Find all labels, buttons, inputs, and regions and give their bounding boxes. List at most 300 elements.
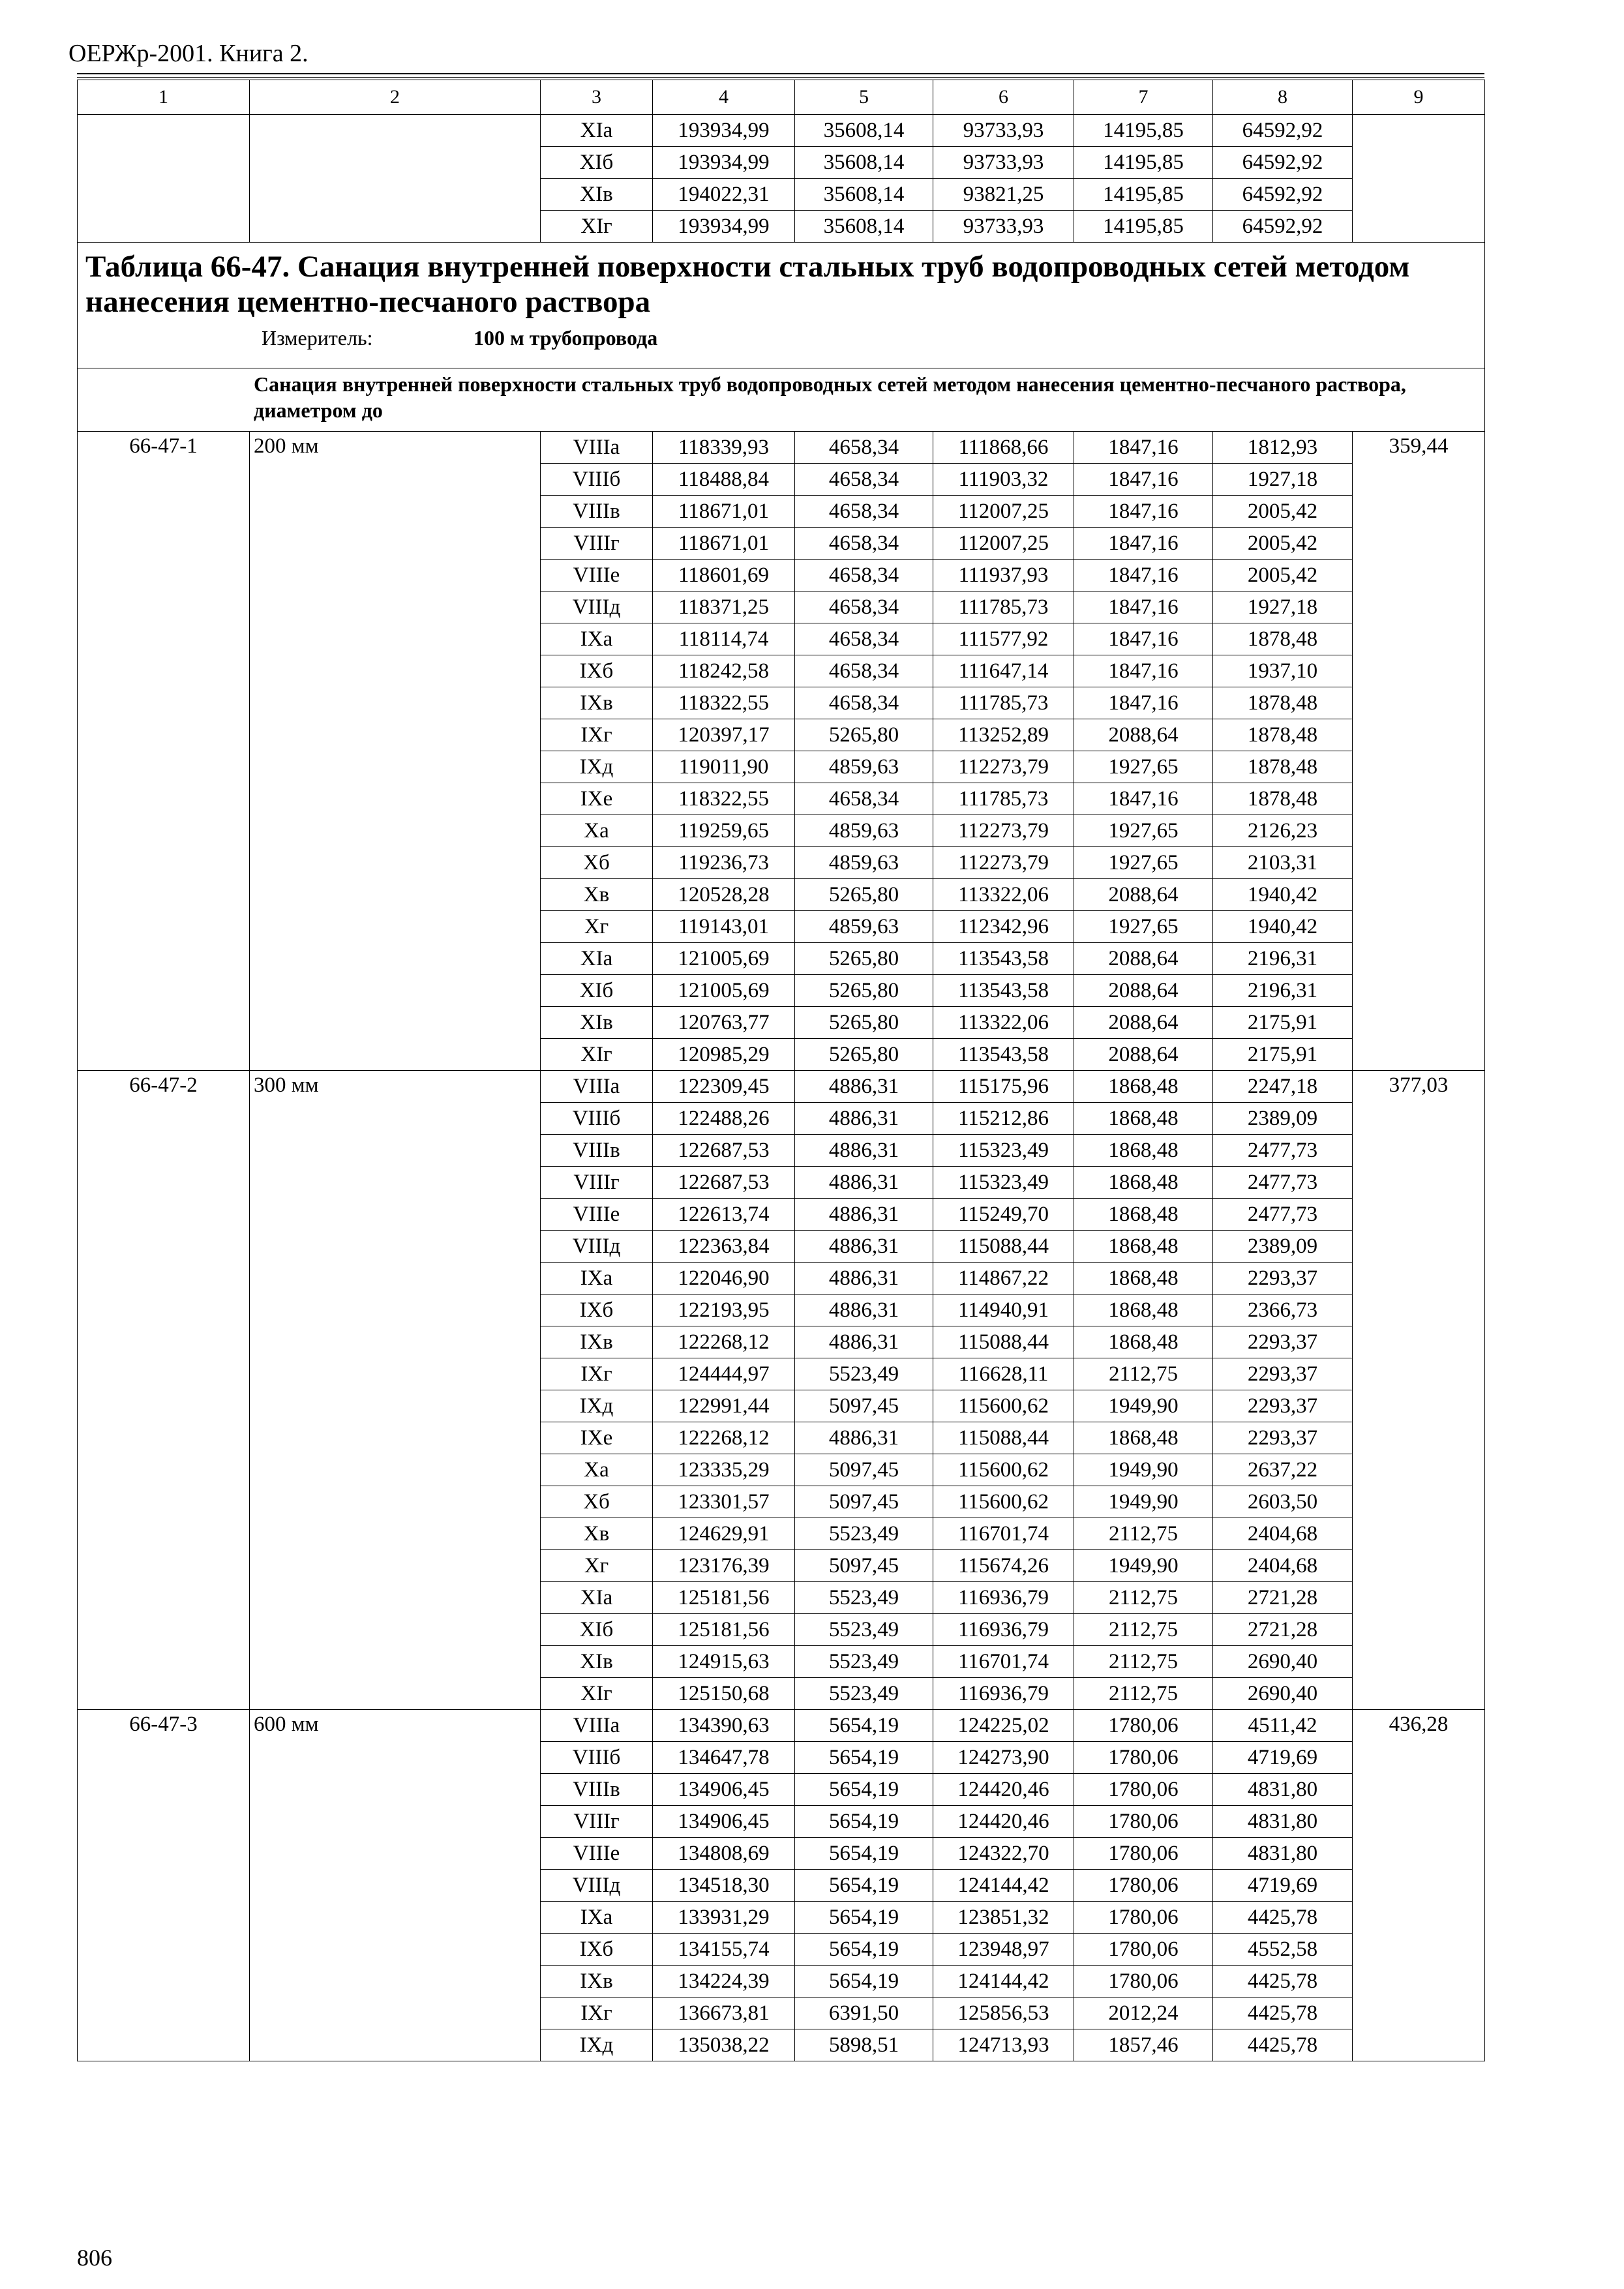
value-cell: 118322,55 <box>653 783 795 815</box>
table-title-row <box>78 243 1485 368</box>
item-description: 200 мм <box>250 432 541 1071</box>
item-description: 600 мм <box>250 1710 541 2061</box>
value-cell: 122268,12 <box>653 1326 795 1358</box>
value-cell: 115323,49 <box>933 1135 1074 1167</box>
value-cell: 4886,31 <box>795 1199 933 1231</box>
value-cell: 1949,90 <box>1074 1390 1213 1422</box>
value-cell: 1847,16 <box>1074 432 1213 464</box>
value-cell: 2112,75 <box>1074 1518 1213 1550</box>
zone-cell: IХд <box>541 2029 653 2061</box>
value-cell: 1937,10 <box>1213 655 1353 687</box>
unit-value: 100 м трубопровода <box>474 326 658 350</box>
value-cell: 4658,34 <box>795 591 933 623</box>
value-cell: 4886,31 <box>795 1422 933 1454</box>
value-cell: 134224,39 <box>653 1966 795 1997</box>
value-cell: 2112,75 <box>1074 1678 1213 1710</box>
value-cell: 119143,01 <box>653 911 795 943</box>
value-cell: 4658,34 <box>795 783 933 815</box>
code-cell <box>78 115 250 243</box>
value-cell: 124420,46 <box>933 1774 1074 1806</box>
value-cell: 134647,78 <box>653 1742 795 1774</box>
value-cell: 1927,65 <box>1074 751 1213 783</box>
value-cell: 193934,99 <box>653 115 795 147</box>
value-cell: 2477,73 <box>1213 1167 1353 1199</box>
value-cell: 134808,69 <box>653 1838 795 1870</box>
description-cell <box>250 115 541 243</box>
value-cell: 35608,14 <box>795 147 933 179</box>
zone-cell: VIIIв <box>541 1774 653 1806</box>
value-cell: 5523,49 <box>795 1358 933 1390</box>
value-cell: 2637,22 <box>1213 1454 1353 1486</box>
value-cell: 1780,06 <box>1074 1934 1213 1966</box>
value-cell: 118322,55 <box>653 687 795 719</box>
value-cell: 118671,01 <box>653 528 795 560</box>
value-cell: 2293,37 <box>1213 1263 1353 1294</box>
value-cell: 134906,45 <box>653 1806 795 1838</box>
value-cell: 124444,97 <box>653 1358 795 1390</box>
value-cell: 113543,58 <box>933 1039 1074 1071</box>
value-cell: 2112,75 <box>1074 1358 1213 1390</box>
value-cell: 5523,49 <box>795 1518 933 1550</box>
column-number: 5 <box>795 80 933 115</box>
value-cell: 2196,31 <box>1213 975 1353 1007</box>
value-cell: 113252,89 <box>933 719 1074 751</box>
value-cell: 2088,64 <box>1074 1039 1213 1071</box>
header-rule <box>77 73 1484 74</box>
value-cell: 120763,77 <box>653 1007 795 1039</box>
value-cell: 115323,49 <box>933 1167 1074 1199</box>
value-cell: 4886,31 <box>795 1103 933 1135</box>
value-cell: 5654,19 <box>795 1838 933 1870</box>
value-cell: 115175,96 <box>933 1071 1074 1103</box>
value-cell: 5654,19 <box>795 1870 933 1902</box>
zone-cell: VIIIб <box>541 464 653 496</box>
value-cell: 6391,50 <box>795 1997 933 2029</box>
value-cell: 123176,39 <box>653 1550 795 1582</box>
value-cell: 115088,44 <box>933 1422 1074 1454</box>
zone-cell: VIIIе <box>541 1199 653 1231</box>
zone-cell: VIIIа <box>541 432 653 464</box>
value-cell: 4658,34 <box>795 623 933 655</box>
value-cell: 4831,80 <box>1213 1838 1353 1870</box>
value-cell: 2477,73 <box>1213 1199 1353 1231</box>
value-cell: 2175,91 <box>1213 1039 1353 1071</box>
value-cell: 134906,45 <box>653 1774 795 1806</box>
value-cell: 124144,42 <box>933 1966 1074 1997</box>
table-row <box>78 115 1485 147</box>
value-cell: 14195,85 <box>1074 179 1213 211</box>
value-cell: 5523,49 <box>795 1614 933 1646</box>
value-cell: 5654,19 <box>795 1742 933 1774</box>
zone-cell: IХв <box>541 687 653 719</box>
value-cell: 1780,06 <box>1074 1966 1213 1997</box>
value-cell: 35608,14 <box>795 115 933 147</box>
value-cell: 1927,65 <box>1074 815 1213 847</box>
value-cell: 122687,53 <box>653 1167 795 1199</box>
table-row <box>78 1071 1485 1103</box>
zone-cell: VIIIб <box>541 1742 653 1774</box>
value-cell: 1847,16 <box>1074 687 1213 719</box>
value-cell: 1780,06 <box>1074 1742 1213 1774</box>
zone-cell: IХа <box>541 1263 653 1294</box>
value-cell: 2247,18 <box>1213 1071 1353 1103</box>
item-code: 66-47-2 <box>78 1071 250 1710</box>
value-cell: 4425,78 <box>1213 1966 1353 1997</box>
value-cell: 4511,42 <box>1213 1710 1353 1742</box>
value-cell: 64592,92 <box>1213 179 1353 211</box>
value-cell: 4425,78 <box>1213 1902 1353 1934</box>
value-cell: 93733,93 <box>933 211 1074 243</box>
value-cell: 120528,28 <box>653 879 795 911</box>
value-cell: 1949,90 <box>1074 1486 1213 1518</box>
value-cell: 2088,64 <box>1074 943 1213 975</box>
value-cell: 2690,40 <box>1213 1646 1353 1678</box>
value-cell: 2112,75 <box>1074 1582 1213 1614</box>
zone-cell: ХIб <box>541 147 653 179</box>
value-cell: 4658,34 <box>795 655 933 687</box>
value-cell: 2293,37 <box>1213 1358 1353 1390</box>
value-cell: 115088,44 <box>933 1231 1074 1263</box>
value-cell: 93821,25 <box>933 179 1074 211</box>
value-cell: 35608,14 <box>795 211 933 243</box>
value-cell: 5523,49 <box>795 1582 933 1614</box>
value-cell: 135038,22 <box>653 2029 795 2061</box>
value-cell: 4719,69 <box>1213 1870 1353 1902</box>
column-number: 8 <box>1213 80 1353 115</box>
value-cell: 134390,63 <box>653 1710 795 1742</box>
value-cell: 1847,16 <box>1074 623 1213 655</box>
value-cell: 125856,53 <box>933 1997 1074 2029</box>
value-cell: 64592,92 <box>1213 147 1353 179</box>
running-header: ОЕРЖр-2001. Книга 2. <box>68 40 308 67</box>
value-cell: 2293,37 <box>1213 1390 1353 1422</box>
column-number: 7 <box>1074 80 1213 115</box>
value-cell: 1847,16 <box>1074 496 1213 528</box>
zone-cell: VIIIе <box>541 1838 653 1870</box>
value-cell: 111903,32 <box>933 464 1074 496</box>
zone-cell: ХIб <box>541 1614 653 1646</box>
value-cell: 4886,31 <box>795 1231 933 1263</box>
zone-cell: VIIIа <box>541 1710 653 1742</box>
item-last-value: 436,28 <box>1353 1710 1485 2061</box>
value-cell: 123301,57 <box>653 1486 795 1518</box>
value-cell: 1780,06 <box>1074 1774 1213 1806</box>
value-cell: 5265,80 <box>795 879 933 911</box>
value-cell: 2389,09 <box>1213 1103 1353 1135</box>
value-cell: 111577,92 <box>933 623 1074 655</box>
value-cell: 1868,48 <box>1074 1231 1213 1263</box>
item-last-value: 359,44 <box>1353 432 1485 1071</box>
value-cell: 121005,69 <box>653 975 795 1007</box>
value-cell: 134155,74 <box>653 1934 795 1966</box>
section-description: Санация внутренней поверхности стальных труб водопроводных сетей методом нанесения цементно-песчаного раствора, диаметром до <box>78 368 1485 432</box>
zone-cell: IХг <box>541 1997 653 2029</box>
zone-cell: IХв <box>541 1966 653 1997</box>
value-cell: 4658,34 <box>795 464 933 496</box>
value-cell: 4658,34 <box>795 432 933 464</box>
value-cell: 4886,31 <box>795 1071 933 1103</box>
value-cell: 118339,93 <box>653 432 795 464</box>
value-cell: 113543,58 <box>933 975 1074 1007</box>
zone-cell: Хв <box>541 1518 653 1550</box>
value-cell: 118671,01 <box>653 496 795 528</box>
table-row <box>78 1710 1485 1742</box>
value-cell: 4886,31 <box>795 1294 933 1326</box>
column-number: 9 <box>1353 80 1485 115</box>
zone-cell: Хб <box>541 847 653 879</box>
value-cell: 121005,69 <box>653 943 795 975</box>
value-cell: 93733,93 <box>933 147 1074 179</box>
value-cell: 14195,85 <box>1074 115 1213 147</box>
value-cell: 193934,99 <box>653 211 795 243</box>
value-cell: 4425,78 <box>1213 2029 1353 2061</box>
value-cell: 112273,79 <box>933 751 1074 783</box>
value-cell: 111937,93 <box>933 560 1074 591</box>
value-cell: 2477,73 <box>1213 1135 1353 1167</box>
value-cell: 1847,16 <box>1074 655 1213 687</box>
zone-cell: Ха <box>541 1454 653 1486</box>
item-code: 66-47-3 <box>78 1710 250 2061</box>
value-cell: 111785,73 <box>933 783 1074 815</box>
value-cell: 14195,85 <box>1074 147 1213 179</box>
value-cell: 4425,78 <box>1213 1997 1353 2029</box>
value-cell: 124713,93 <box>933 2029 1074 2061</box>
value-cell: 4886,31 <box>795 1263 933 1294</box>
value-cell: 1927,18 <box>1213 591 1353 623</box>
value-cell: 125181,56 <box>653 1582 795 1614</box>
value-cell: 123335,29 <box>653 1454 795 1486</box>
zone-cell: IХа <box>541 623 653 655</box>
value-cell: 1940,42 <box>1213 879 1353 911</box>
value-cell: 2005,42 <box>1213 560 1353 591</box>
zone-cell: VIIIд <box>541 1870 653 1902</box>
zone-cell: ХIг <box>541 211 653 243</box>
value-cell: 2721,28 <box>1213 1582 1353 1614</box>
zone-cell: IХг <box>541 719 653 751</box>
value-cell: 64592,92 <box>1213 211 1353 243</box>
section-description-row <box>78 368 1485 432</box>
value-cell: 4658,34 <box>795 560 933 591</box>
zone-cell: VIIIд <box>541 591 653 623</box>
value-cell: 5265,80 <box>795 943 933 975</box>
value-cell: 115600,62 <box>933 1454 1074 1486</box>
value-cell: 122488,26 <box>653 1103 795 1135</box>
zone-cell: IХв <box>541 1326 653 1358</box>
value-cell: 1847,16 <box>1074 528 1213 560</box>
value-cell: 5265,80 <box>795 975 933 1007</box>
value-cell: 112273,79 <box>933 847 1074 879</box>
value-cell: 4831,80 <box>1213 1774 1353 1806</box>
value-cell: 35608,14 <box>795 179 933 211</box>
value-cell: 4886,31 <box>795 1135 933 1167</box>
value-cell: 2088,64 <box>1074 975 1213 1007</box>
value-cell: 194022,31 <box>653 179 795 211</box>
value-cell: 115600,62 <box>933 1486 1074 1518</box>
value-cell: 2112,75 <box>1074 1646 1213 1678</box>
value-cell: 112007,25 <box>933 496 1074 528</box>
value-cell: 2088,64 <box>1074 879 1213 911</box>
value-cell: 5265,80 <box>795 719 933 751</box>
value-cell: 2112,75 <box>1074 1614 1213 1646</box>
value-cell: 116936,79 <box>933 1678 1074 1710</box>
unit-line <box>85 325 1477 351</box>
value-cell: 124144,42 <box>933 1870 1074 1902</box>
value-cell: 5654,19 <box>795 1934 933 1966</box>
value-cell: 118488,84 <box>653 464 795 496</box>
zone-cell: VIIIв <box>541 496 653 528</box>
value-cell: 1847,16 <box>1074 560 1213 591</box>
value-cell: 113322,06 <box>933 879 1074 911</box>
value-cell: 5097,45 <box>795 1486 933 1518</box>
value-cell: 120985,29 <box>653 1039 795 1071</box>
value-cell: 64592,92 <box>1213 115 1353 147</box>
value-cell: 1878,48 <box>1213 623 1353 655</box>
value-cell: 122309,45 <box>653 1071 795 1103</box>
value-cell: 115088,44 <box>933 1326 1074 1358</box>
zone-cell: Ха <box>541 815 653 847</box>
value-cell: 5265,80 <box>795 1039 933 1071</box>
value-cell: 125150,68 <box>653 1678 795 1710</box>
value-cell: 5898,51 <box>795 2029 933 2061</box>
value-cell: 1868,48 <box>1074 1135 1213 1167</box>
value-cell: 2175,91 <box>1213 1007 1353 1039</box>
value-cell: 2603,50 <box>1213 1486 1353 1518</box>
value-cell: 2690,40 <box>1213 1678 1353 1710</box>
value-cell: 5097,45 <box>795 1454 933 1486</box>
value-cell: 4859,63 <box>795 751 933 783</box>
zone-cell: IХа <box>541 1902 653 1934</box>
zone-cell: ХIа <box>541 943 653 975</box>
value-cell: 5523,49 <box>795 1646 933 1678</box>
zone-cell: IХе <box>541 1422 653 1454</box>
value-cell: 4859,63 <box>795 911 933 943</box>
value-cell: 1780,06 <box>1074 1870 1213 1902</box>
value-cell: 1868,48 <box>1074 1199 1213 1231</box>
value-cell: 1780,06 <box>1074 1838 1213 1870</box>
value-cell: 113543,58 <box>933 943 1074 975</box>
value-cell: 124322,70 <box>933 1838 1074 1870</box>
value-cell: 1940,42 <box>1213 911 1353 943</box>
value-cell: 136673,81 <box>653 1997 795 2029</box>
value-cell: 5097,45 <box>795 1550 933 1582</box>
value-cell: 122613,74 <box>653 1199 795 1231</box>
value-cell: 4886,31 <box>795 1167 933 1199</box>
header-rule-thin <box>77 77 1484 78</box>
value-cell: 111785,73 <box>933 591 1074 623</box>
zone-cell: IХд <box>541 751 653 783</box>
value-cell: 133931,29 <box>653 1902 795 1934</box>
value-cell: 1868,48 <box>1074 1326 1213 1358</box>
value-cell: 112007,25 <box>933 528 1074 560</box>
value-cell: 2404,68 <box>1213 1518 1353 1550</box>
value-cell: 4658,34 <box>795 687 933 719</box>
value-cell: 114940,91 <box>933 1294 1074 1326</box>
value-cell: 119259,65 <box>653 815 795 847</box>
item-description: 300 мм <box>250 1071 541 1710</box>
value-cell: 122268,12 <box>653 1422 795 1454</box>
value-cell: 124273,90 <box>933 1742 1074 1774</box>
value-cell: 1868,48 <box>1074 1071 1213 1103</box>
column-number: 1 <box>78 80 250 115</box>
value-cell: 111785,73 <box>933 687 1074 719</box>
column-number: 6 <box>933 80 1074 115</box>
value-cell: 5097,45 <box>795 1390 933 1422</box>
value-cell: 1857,46 <box>1074 2029 1213 2061</box>
zone-cell: Хг <box>541 1550 653 1582</box>
value-cell: 4552,58 <box>1213 1934 1353 1966</box>
value-cell: 2293,37 <box>1213 1326 1353 1358</box>
zone-cell: ХIв <box>541 1646 653 1678</box>
value-cell: 1868,48 <box>1074 1167 1213 1199</box>
zone-cell: VIIIв <box>541 1135 653 1167</box>
value-cell: 123948,97 <box>933 1934 1074 1966</box>
column-number-row <box>78 80 1485 115</box>
value-cell: 1927,65 <box>1074 911 1213 943</box>
zone-cell: IХе <box>541 783 653 815</box>
value-cell: 93733,93 <box>933 115 1074 147</box>
value-cell: 1847,16 <box>1074 464 1213 496</box>
value-cell: 116701,74 <box>933 1646 1074 1678</box>
value-cell: 134518,30 <box>653 1870 795 1902</box>
zone-cell: VIIIб <box>541 1103 653 1135</box>
value-cell: 2103,31 <box>1213 847 1353 879</box>
value-cell: 115249,70 <box>933 1199 1074 1231</box>
value-cell: 1927,65 <box>1074 847 1213 879</box>
value-cell: 1868,48 <box>1074 1263 1213 1294</box>
value-cell: 116628,11 <box>933 1358 1074 1390</box>
value-cell: 114867,22 <box>933 1263 1074 1294</box>
value-cell: 2126,23 <box>1213 815 1353 847</box>
value-cell: 1878,48 <box>1213 719 1353 751</box>
value-cell: 4658,34 <box>795 528 933 560</box>
value-cell: 1847,16 <box>1074 591 1213 623</box>
value-cell: 122991,44 <box>653 1390 795 1422</box>
value-cell: 124225,02 <box>933 1710 1074 1742</box>
zone-cell: IХг <box>541 1358 653 1390</box>
table-title: Таблица 66-47. Санация внутренней поверхности стальных труб водопроводных сетей методом нанесения цементно-песчаного раствора <box>85 250 1410 319</box>
zone-cell: ХIа <box>541 1582 653 1614</box>
value-cell: 1878,48 <box>1213 751 1353 783</box>
value-cell: 1868,48 <box>1074 1103 1213 1135</box>
value-cell: 116936,79 <box>933 1582 1074 1614</box>
value-cell: 5654,19 <box>795 1774 933 1806</box>
value-cell: 1780,06 <box>1074 1806 1213 1838</box>
value-cell: 5654,19 <box>795 1710 933 1742</box>
value-cell: 122193,95 <box>653 1294 795 1326</box>
value-cell: 2366,73 <box>1213 1294 1353 1326</box>
value-cell: 115600,62 <box>933 1390 1074 1422</box>
table-title-block <box>78 243 1485 368</box>
value-cell: 5265,80 <box>795 1007 933 1039</box>
value-cell: 115212,86 <box>933 1103 1074 1135</box>
value-cell: 2088,64 <box>1074 719 1213 751</box>
value-cell: 122687,53 <box>653 1135 795 1167</box>
value-cell: 2005,42 <box>1213 496 1353 528</box>
value-cell: 118242,58 <box>653 655 795 687</box>
value-cell: 1878,48 <box>1213 687 1353 719</box>
value-cell: 4859,63 <box>795 815 933 847</box>
value-cell: 2012,24 <box>1074 1997 1213 2029</box>
value-cell: 2404,68 <box>1213 1550 1353 1582</box>
value-cell: 2088,64 <box>1074 1007 1213 1039</box>
value-cell: 112342,96 <box>933 911 1074 943</box>
value-cell: 118601,69 <box>653 560 795 591</box>
table-row <box>78 432 1485 464</box>
zone-cell: Хг <box>541 911 653 943</box>
value-cell: 14195,85 <box>1074 211 1213 243</box>
value-cell: 1949,90 <box>1074 1454 1213 1486</box>
zone-cell: ХIа <box>541 115 653 147</box>
